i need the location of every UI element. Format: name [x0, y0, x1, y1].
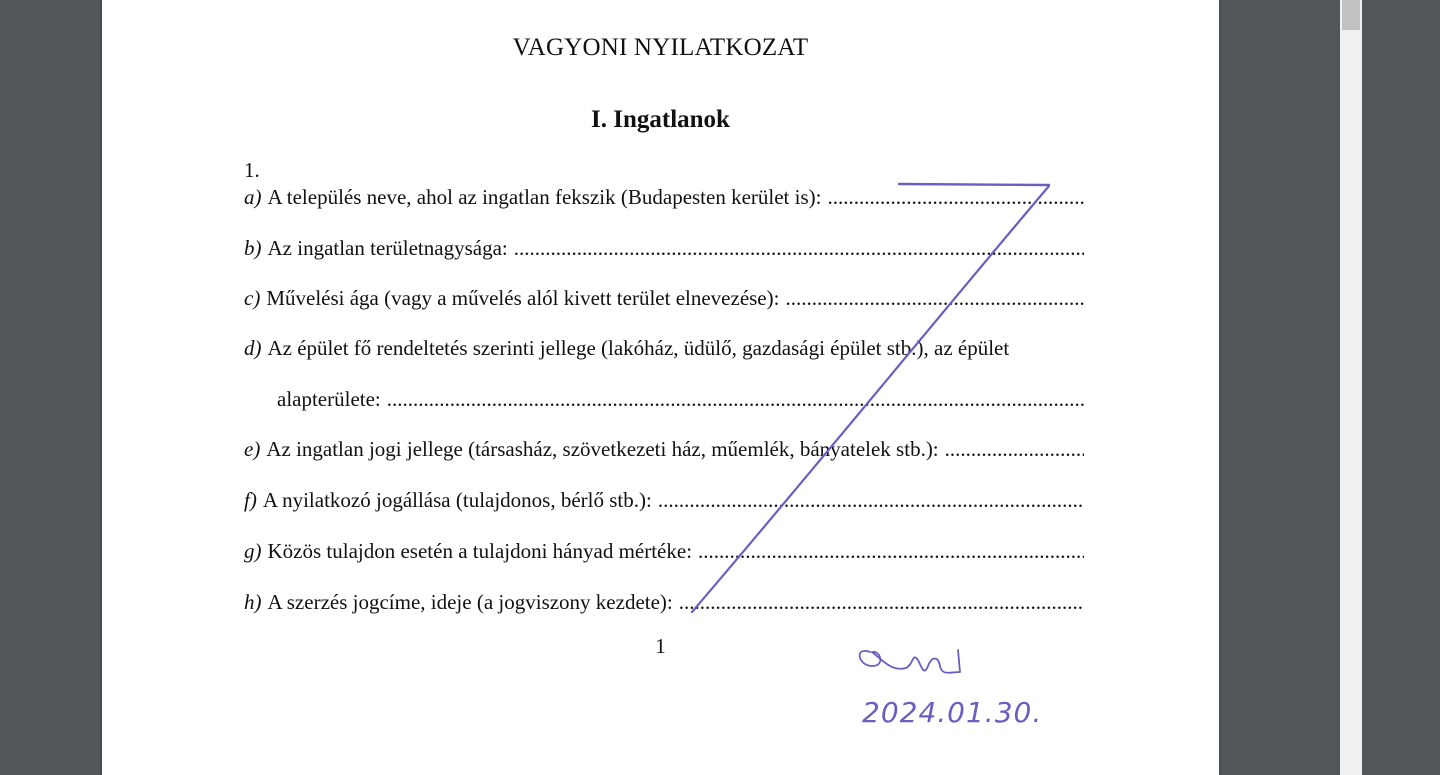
- field-text: alapterülete:: [277, 387, 381, 411]
- field-label: e): [244, 437, 261, 461]
- field-text: Az épület fő rendeltetés szerinti jellege (lakóház, üdülő, gazdasági épület stb.), az épület: [267, 336, 1010, 360]
- field-line-f: [244, 487, 1084, 513]
- field-label: a): [244, 185, 262, 209]
- fill-dots: [945, 436, 1084, 462]
- field-text: A település neve, ahol az ingatlan fekszik (Budapesten kerület is):: [267, 185, 822, 209]
- vertical-scrollbar[interactable]: [1340, 0, 1362, 775]
- fill-dots: [785, 285, 1084, 311]
- document-page: [102, 0, 1219, 775]
- field-line-g: [244, 538, 1084, 564]
- field-text: Az ingatlan területnagysága:: [267, 236, 508, 260]
- field-line-b: [244, 235, 1084, 261]
- fill-dots: [387, 386, 1084, 412]
- field-line-c: [244, 285, 1084, 311]
- field-label: h): [244, 590, 262, 614]
- fill-dots: [698, 538, 1084, 564]
- field-line-d: [244, 335, 1084, 361]
- scrollbar-thumb[interactable]: [1342, 0, 1360, 30]
- field-text: Közös tulajdon esetén a tulajdoni hányad mértéke:: [267, 539, 693, 563]
- field-label: f): [244, 488, 257, 512]
- field-text: Művelési ága (vagy a művelés alól kivett terület elnevezése):: [266, 286, 780, 310]
- fill-dots: [514, 235, 1084, 261]
- field-label: g): [244, 539, 262, 563]
- fill-dots: [1015, 335, 1084, 361]
- fill-dots: [679, 589, 1084, 615]
- section-heading: I. Ingatlanok: [591, 106, 730, 133]
- field-line-d-cont: [277, 386, 1084, 412]
- field-text: A szerzés jogcíme, ideje (a jogviszony kezdete):: [267, 590, 673, 614]
- field-label: b): [244, 236, 262, 260]
- document-title: VAGYONI NYILATKOZAT: [512, 34, 809, 61]
- fill-dots: [827, 184, 1084, 210]
- field-line-h: [244, 589, 1084, 615]
- fill-dots: [658, 487, 1084, 513]
- field-label: d): [244, 336, 262, 360]
- field-line-a: [244, 184, 1084, 210]
- item-number: 1.: [244, 158, 260, 182]
- field-label: c): [244, 286, 261, 310]
- field-line-e: [244, 436, 1084, 462]
- field-text: Az ingatlan jogi jellege (társasház, szövetkezeti ház, műemlék, bányatelek stb.):: [266, 437, 939, 461]
- field-text: A nyilatkozó jogállása (tulajdonos, bérlő stb.):: [262, 488, 652, 512]
- page-number: 1: [655, 634, 666, 658]
- handwritten-date: 2024.01.30.: [862, 696, 1043, 729]
